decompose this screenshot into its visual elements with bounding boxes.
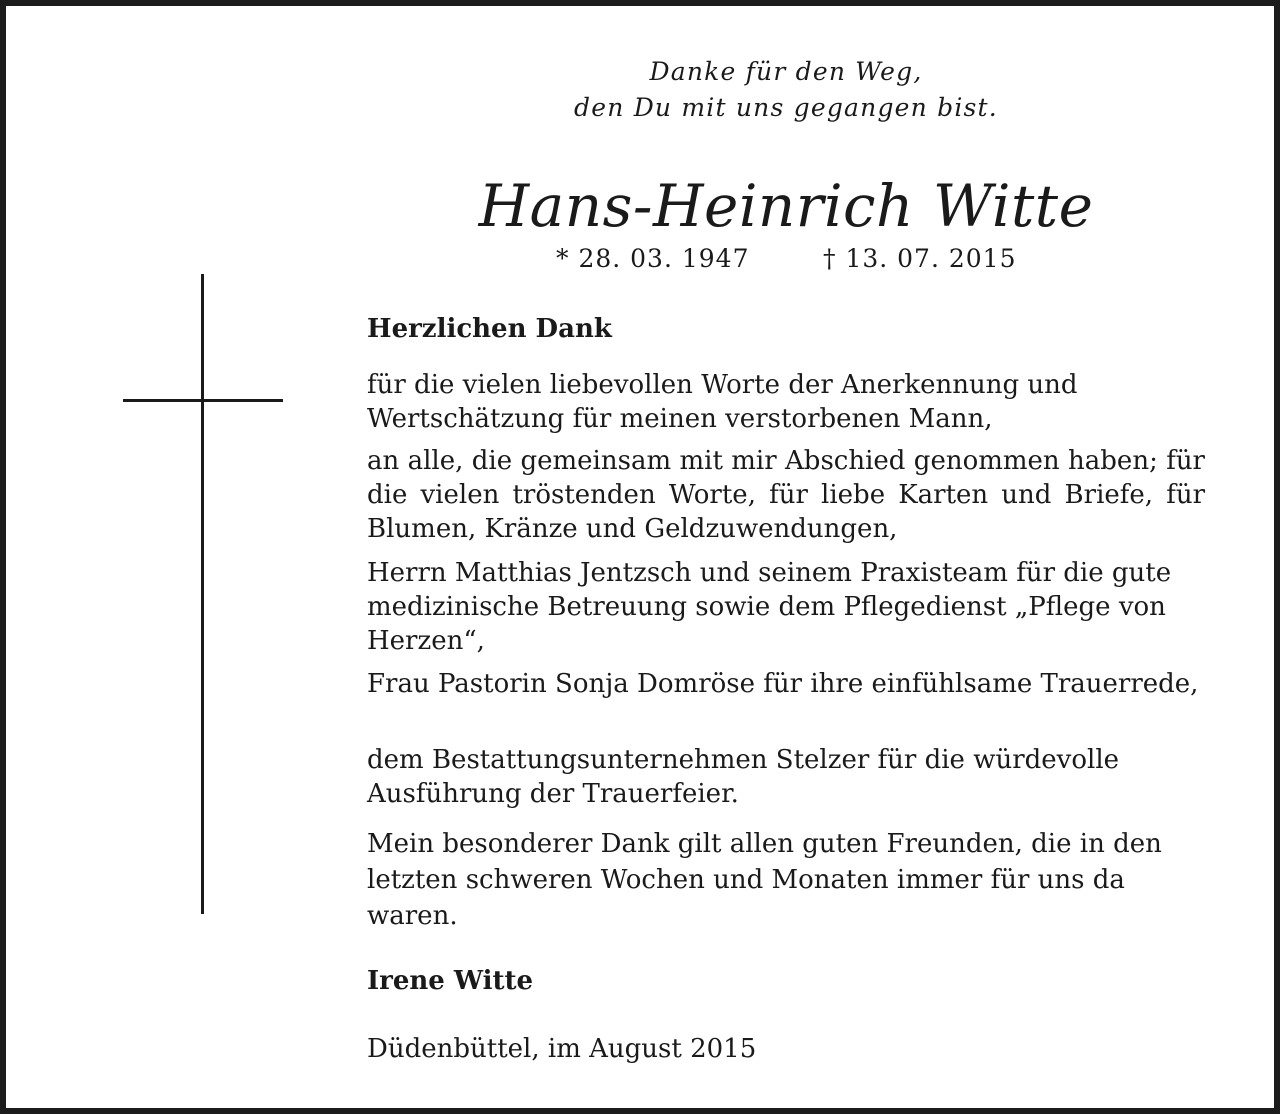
thanks-paragraph: Frau Pastorin Sonja Domröse für ihre einfühlsame Trauerrede, <box>367 669 1199 699</box>
cross-vertical-bar <box>201 274 204 914</box>
life-dates <box>386 242 1186 278</box>
thanks-paragraph: Herrn Matthias Jentzsch und seinem Praxisteam für die gute medizinische Betreuung sowie dem Pflegedienst „Pflege von Herzen“, <box>367 558 1172 656</box>
thanks-heading: Herzlichen Dank <box>367 314 612 344</box>
motto-line-2: den Du mit uns gegangen bist. <box>574 93 998 122</box>
thanks-paragraph: für die vielen liebevollen Worte der Anerkennung und Wertschätzung für meinen verstorbenen Mann, <box>367 370 1078 434</box>
thanks-paragraph: an alle, die gemeinsam mit mir Abschied genommen haben; für die vielen tröstenden Worte, für liebe Karten und Briefe, für Blumen, Kränze und Geldzuwendungen, <box>367 446 1205 544</box>
deceased-name: Hans-Heinrich Witte <box>478 172 1094 240</box>
thanks-paragraph: dem Bestattungsunternehmen Stelzer für die würdevolle Ausführung der Trauerfeier. <box>367 745 1120 809</box>
signature: Irene Witte <box>367 966 534 996</box>
thanks-paragraph: Mein besonderer Dank gilt allen guten Freunden, die in den letzten schweren Wochen und Monaten immer für uns da waren. <box>367 829 1162 931</box>
place-and-date: Düdenbüttel, im August 2015 <box>367 1034 757 1064</box>
birth-date: * 28. 03. 1947 <box>556 244 750 273</box>
cross-horizontal-bar <box>123 399 283 402</box>
death-date: † 13. 07. 2015 <box>823 244 1017 273</box>
motto-line-1: Danke für den Weg, <box>649 57 923 86</box>
